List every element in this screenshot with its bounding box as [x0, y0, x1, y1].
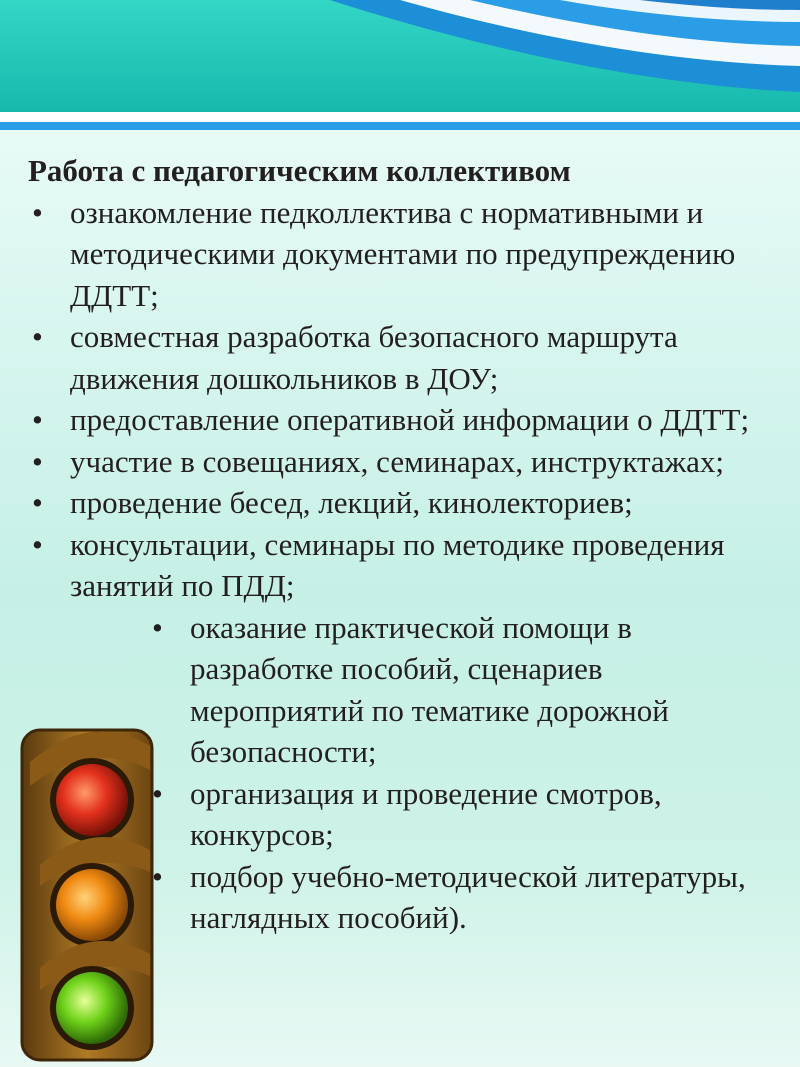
list-item: • подбор учебно-методической литературы, наглядных пособий).: [148, 856, 778, 939]
slide-title: Работа с педагогическим коллективом: [28, 153, 571, 188]
list-item: • проведение бесед, лекций, кинолекториев;: [28, 482, 778, 524]
list-item: • предоставление оперативной информации о ДДТТ;: [28, 399, 778, 441]
slide-content: [28, 150, 778, 939]
list-item: • организация и проведение смотров, конкурсов;: [148, 773, 778, 856]
task-list: [28, 192, 778, 607]
wave-header-banner: [0, 0, 800, 140]
list-item: • ознакомление педколлектива с нормативными и методическими документами по предупреждению ДДТТ;: [28, 192, 778, 317]
list-item: • консультации, семинары по методике проведения занятий по ПДД;: [28, 524, 778, 607]
list-item: • совместная разработка безопасного маршрута движения дошкольников в ДОУ;: [28, 316, 778, 399]
list-item: • оказание практической помощи в разработке пособий, сценариев мероприятий по тематике дорожной безопасности;: [148, 607, 778, 773]
list-item: • участие в совещаниях, семинарах, инструктажах;: [28, 441, 778, 483]
task-list-lower: [148, 607, 778, 939]
